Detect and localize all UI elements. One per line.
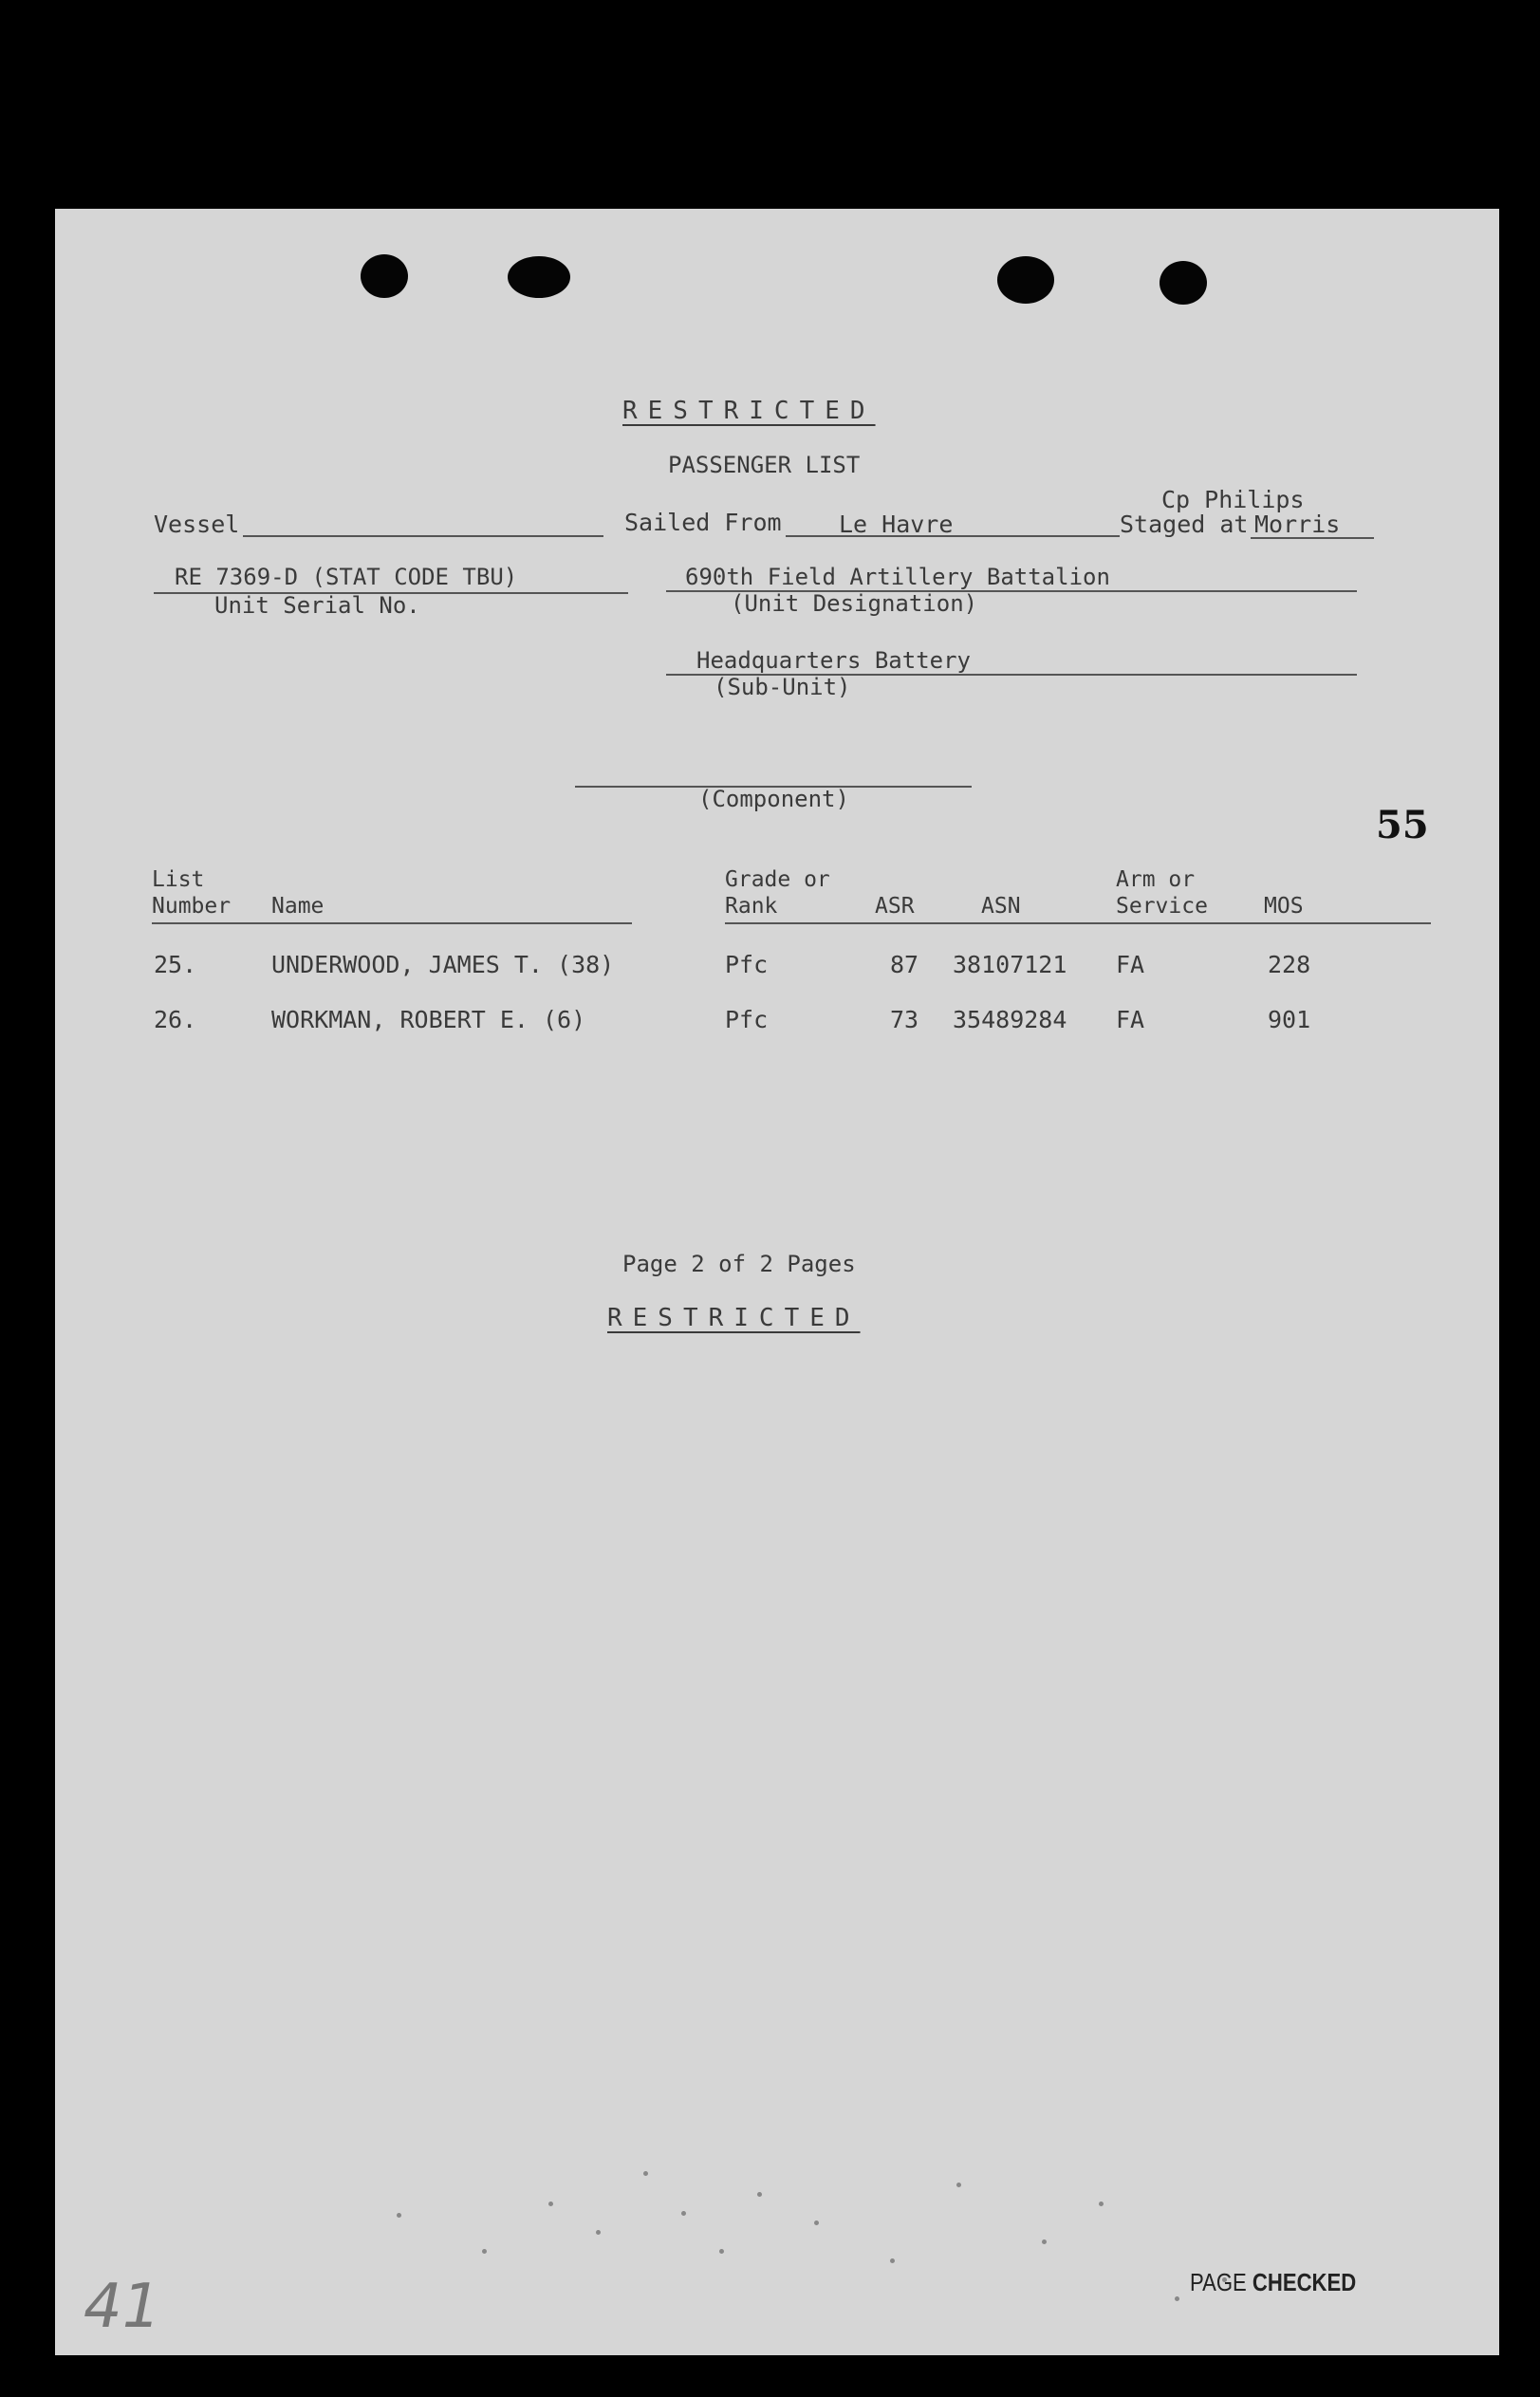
row-mos: 901 [1268, 1006, 1311, 1033]
row-arm: FA [1116, 1006, 1145, 1033]
sailed-from-label: Sailed From [624, 509, 782, 536]
speck [681, 2211, 686, 2216]
header-asn: ASN [981, 894, 1021, 919]
staged-at-value-line2: Morris [1254, 511, 1341, 538]
header-underline-2 [725, 922, 1431, 924]
punch-hole-3 [997, 256, 1054, 304]
row-arm: FA [1116, 951, 1145, 978]
page-stamp-number: 55 [1376, 803, 1429, 847]
speck [814, 2220, 819, 2225]
punch-hole-1 [361, 254, 408, 298]
staged-at-line [1251, 537, 1374, 539]
speck [643, 2171, 648, 2176]
sub-unit-label: (Sub-Unit) [714, 674, 851, 700]
row-name: UNDERWOOD, JAMES T. (38) [271, 951, 615, 978]
row-grade: Pfc [725, 951, 769, 978]
vessel-label: Vessel [154, 511, 240, 538]
speck [757, 2192, 762, 2197]
header-arm: Arm or [1116, 867, 1196, 892]
component-label: (Component) [698, 786, 849, 812]
speck [1042, 2239, 1047, 2244]
sailed-from-value: Le Havre [839, 511, 954, 538]
stamp-checked-label: CHECKED [1252, 2268, 1357, 2296]
header-service: Service [1116, 894, 1208, 919]
header-list: List [152, 867, 205, 892]
sub-unit-value: Headquarters Battery [696, 647, 971, 674]
restricted-header: RESTRICTED [622, 397, 876, 425]
header-underline-1 [152, 922, 632, 924]
staged-at-value-line1: Cp Philips [1161, 486, 1305, 513]
unit-designation-label: (Unit Designation) [731, 590, 978, 617]
row-asr: 87 [890, 951, 919, 978]
staged-at-label: Staged at [1120, 511, 1249, 538]
row-number: 25. [154, 951, 197, 978]
header-rank: Rank [725, 894, 778, 919]
speck [548, 2202, 553, 2206]
unit-serial-label: Unit Serial No. [214, 592, 420, 619]
speck [956, 2183, 961, 2187]
row-mos: 228 [1268, 951, 1311, 978]
row-number: 26. [154, 1006, 197, 1033]
speck [1099, 2202, 1104, 2206]
row-asn: 35489284 [953, 1006, 1067, 1033]
vessel-line [243, 535, 603, 537]
speck [596, 2230, 601, 2235]
speck [482, 2249, 487, 2254]
punch-hole-2 [508, 256, 570, 298]
restricted-footer: RESTRICTED [607, 1304, 861, 1332]
row-name: WORKMAN, ROBERT E. (6) [271, 1006, 586, 1033]
header-asr: ASR [875, 894, 915, 919]
document-page [55, 209, 1499, 2355]
speck [1175, 2296, 1179, 2301]
unit-designation-value: 690th Field Artillery Battalion [685, 564, 1110, 590]
row-grade: Pfc [725, 1006, 769, 1033]
unit-serial-value: RE 7369-D (STAT CODE TBU) [175, 564, 518, 590]
punch-hole-4 [1160, 261, 1207, 305]
stamp-page-label: PAGE [1190, 2268, 1247, 2296]
page-checked-stamp [1190, 2268, 1356, 2297]
handwritten-number: 41 [83, 2272, 161, 2342]
passenger-list-title: PASSENGER LIST [668, 452, 861, 478]
row-asn: 38107121 [953, 951, 1067, 978]
row-asr: 73 [890, 1006, 919, 1033]
header-number: Number [152, 894, 232, 919]
speck [890, 2258, 895, 2263]
speck [397, 2213, 401, 2218]
page-count: Page 2 of 2 Pages [622, 1251, 856, 1277]
speck [719, 2249, 724, 2254]
header-mos: MOS [1264, 894, 1304, 919]
header-grade: Grade or [725, 867, 830, 892]
header-name: Name [271, 894, 325, 919]
